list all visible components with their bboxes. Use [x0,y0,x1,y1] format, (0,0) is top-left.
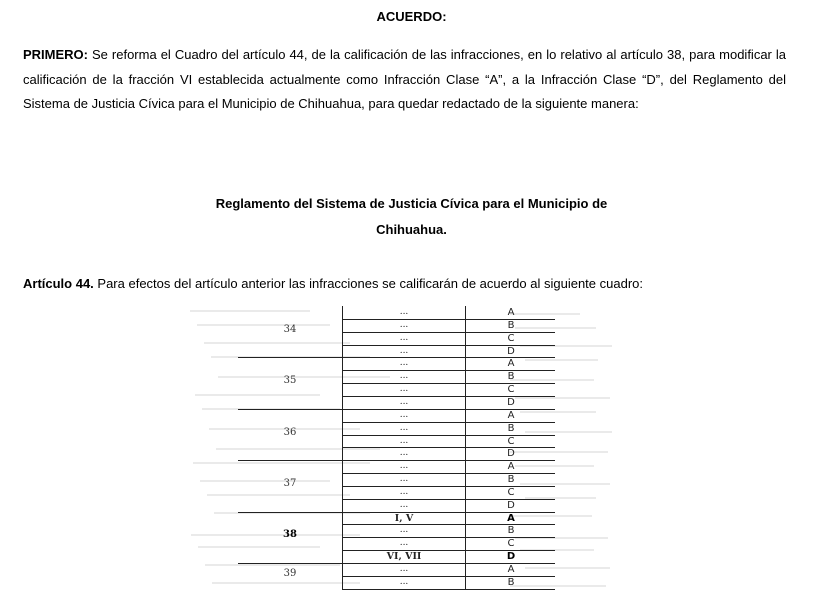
reglamento-title-line2: Chihuahua. [376,222,447,237]
fraccion-cell: ... [399,371,409,382]
articulo-cell: 38 [283,529,297,541]
primero-paragraph [23,43,786,117]
group-rule [238,357,342,358]
scan-noise [212,582,360,584]
fraccion-cell: I, V [394,512,414,524]
clase-cell: B [507,319,515,331]
fraccion-cell: ... [399,319,409,330]
scan-noise [195,394,320,396]
fraccion-cell: ... [399,396,409,407]
articulo-lead: Artículo 44. [23,276,94,291]
articulo-cell: 37 [283,477,297,489]
clase-cell: C [507,332,515,344]
fraccion-cell: ... [399,384,409,395]
infractions-table [180,298,610,610]
primero-text: Se reforma el Cuadro del artículo 44, de la calificación de las infracciones, en lo relativo al artículo 38, para modificar la calificación de la fracción VI establecida actualmente como Infracción Clase “A”, a la Infracción Clase “D”, del Reglamento del Sistema de Justicia Cívica para el Municipio de Chihuahua, para quedar redactado de la siguiente manera: [23,47,786,111]
clase-cell: A [507,512,515,524]
clase-cell: B [507,576,515,588]
scan-noise [198,546,320,548]
clase-cell: B [507,525,515,537]
fraccion-cell: ... [399,448,409,459]
scan-noise [205,564,340,566]
fraccion-cell: ... [399,525,409,536]
primero-lead: PRIMERO: [23,47,88,62]
fraccion-cell: ... [399,409,409,420]
clase-cell: D [507,448,515,460]
articulo-text: Para efectos del artículo anterior las infracciones se calificarán de acuerdo al siguiente cuadro: [93,276,643,291]
clase-cell: C [507,486,515,498]
fraccion-cell: ... [399,474,409,485]
clase-cell: A [507,461,515,473]
reglamento-title-line1: Reglamento del Sistema de Justicia Cívica para el Municipio de [215,196,608,211]
fraccion-cell: ... [399,461,409,472]
fraccion-cell: ... [399,422,409,433]
fraccion-cell: VI, VII [386,551,422,563]
group-rule [238,512,342,513]
group-rule [238,563,342,564]
scan-noise [204,342,350,344]
clase-cell: D [506,551,516,563]
fraccion-cell: ... [399,486,409,497]
fraccion-cell: ... [399,345,409,356]
clase-cell: D [507,396,515,408]
clase-cell: C [507,538,515,550]
group-rule [238,460,342,461]
clase-cell: A [507,307,515,318]
acuerdo-heading: ACUERDO: [376,9,447,24]
fraccion-cell: ... [399,499,409,510]
fraccion-cell: ... [399,307,409,317]
fraccion-cell: ... [399,538,409,549]
articulo-cell: 35 [283,375,297,387]
clase-cell: C [507,384,515,396]
fraccion-cell: ... [399,435,409,446]
clase-cell: D [507,499,515,511]
articulo-cell: 36 [283,426,297,438]
articulo-cell: 39 [283,567,297,579]
articulo-44-paragraph [23,272,786,297]
fraccion-cell: ... [399,564,409,574]
clase-cell: A [507,358,515,370]
clase-cell: D [507,345,515,357]
row-rule [342,589,555,590]
fraccion-cell: ... [399,358,409,369]
group-rule [238,409,342,410]
clase-cell: B [507,371,515,383]
scan-noise [190,310,310,312]
scan-noise [207,494,350,496]
clase-cell: B [507,422,515,434]
clase-cell: C [507,435,515,447]
articulo-cell: 34 [283,323,297,335]
clase-cell: A [507,409,515,421]
clase-cell: B [507,474,515,486]
fraccion-cell: ... [399,576,409,587]
clase-cell: A [507,564,515,575]
fraccion-cell: ... [399,332,409,343]
